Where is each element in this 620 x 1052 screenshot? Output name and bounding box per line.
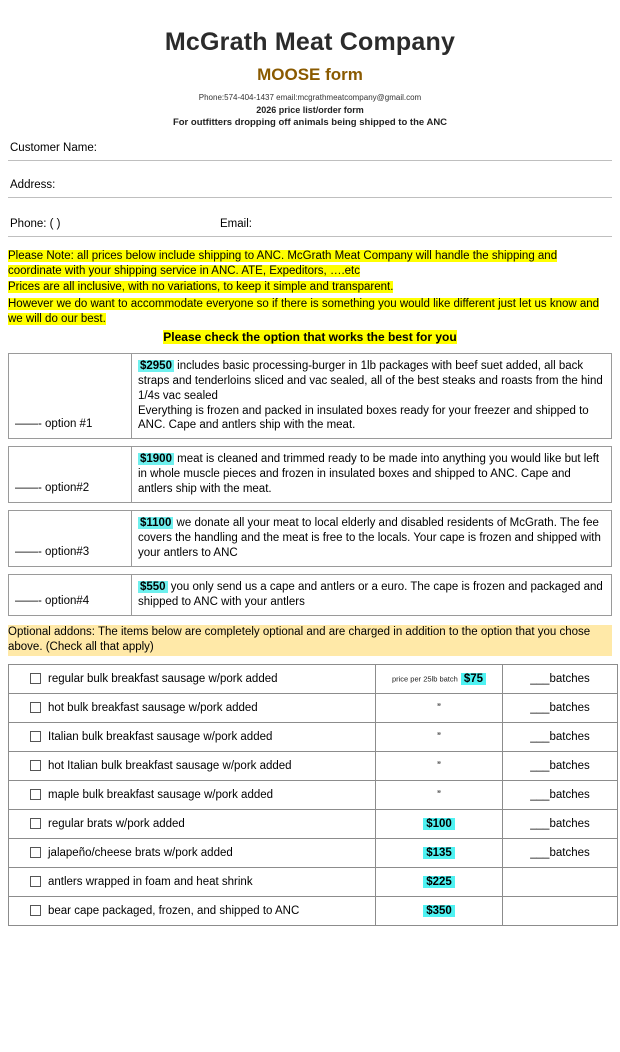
- address-field[interactable]: [8, 171, 612, 198]
- option-4-price: $550: [140, 581, 166, 593]
- company-title: McGrath Meat Company: [164, 28, 456, 56]
- checkbox-icon[interactable]: [30, 760, 41, 771]
- addons-table: [8, 664, 618, 926]
- addon-item-label: hot bulk breakfast sausage w/pork added: [48, 701, 258, 714]
- addon-item-cell[interactable]: [9, 780, 376, 809]
- table-row[interactable]: [9, 693, 618, 722]
- addon-price-cell: ”: [376, 693, 503, 722]
- note-line-1: Please Note: all prices below include shipping to ANC. McGrath Meat Company will handle the shipping and coordinate with your shipping service in ANC. ATE, Expeditors, ….etc: [8, 250, 558, 278]
- addon-item-cell[interactable]: [9, 722, 376, 751]
- option-2-checkbox-label[interactable]: ——- option#2: [9, 447, 132, 503]
- option-1-text: includes basic processing-burger in 1lb packages with beef suet added, all back straps and tenderloins sliced and vac sealed, all of the best steaks and roasts from the hind 1/4s vac sealed: [138, 359, 603, 402]
- addon-price-cell: ”: [376, 780, 503, 809]
- addon-price: $225: [423, 876, 455, 888]
- addon-item-label: hot Italian bulk breakfast sausage w/pork added: [48, 759, 292, 772]
- option-4-checkbox-label[interactable]: ——- option#4: [9, 575, 132, 616]
- checkbox-icon[interactable]: [30, 847, 41, 858]
- addon-batch-cell[interactable]: ___batches: [503, 722, 618, 751]
- checkbox-icon[interactable]: [30, 818, 41, 829]
- option-4-description: [132, 575, 612, 616]
- option-1-text-2: Everything is frozen and packed in insulated boxes ready for your freezer and shipped to ANC. Cape and antlers ship with the meat.: [138, 404, 589, 432]
- addon-item-cell[interactable]: [9, 838, 376, 867]
- addon-price-cell: [376, 867, 503, 896]
- option-3-table: [8, 510, 612, 567]
- table-row[interactable]: [9, 664, 618, 693]
- addon-item-cell[interactable]: [9, 693, 376, 722]
- table-row[interactable]: [9, 780, 618, 809]
- customer-name-field[interactable]: [8, 134, 612, 161]
- addon-price-cell: ”: [376, 722, 503, 751]
- phone-email-row[interactable]: [8, 210, 612, 237]
- addon-item-label: jalapeño/cheese brats w/pork added: [48, 846, 233, 859]
- addon-price: $350: [423, 905, 455, 917]
- addon-batch-cell[interactable]: [503, 867, 618, 896]
- addon-price-cell: ”: [376, 751, 503, 780]
- option-1-checkbox-label[interactable]: ——- option #1: [9, 353, 132, 439]
- option-4-text: you only send us a cape and antlers or a euro. The cape is frozen and packaged and shipped to ANC with your antlers: [138, 581, 603, 608]
- option-1-price: $2950: [140, 359, 172, 372]
- checkbox-icon[interactable]: [30, 789, 41, 800]
- notes-block: [8, 249, 612, 346]
- form-page: [0, 28, 620, 1052]
- price-list-line: 2026 price list/order form: [256, 105, 364, 115]
- table-row[interactable]: [9, 838, 618, 867]
- addon-item-label: Italian bulk breakfast sausage w/pork added: [48, 730, 273, 743]
- outfitters-line: For outfitters dropping off animals being shipped to the ANC: [172, 117, 448, 128]
- addon-batch-cell[interactable]: ___batches: [503, 780, 618, 809]
- addon-item-cell[interactable]: [9, 751, 376, 780]
- option-2-text: meat is cleaned and trimmed ready to be made into anything you would like but left in whole muscle pieces and frozen in insulated boxes and shipped to ANC. Cape and antlers ship with the meat.: [138, 453, 600, 496]
- addon-batch-cell[interactable]: ___batches: [503, 751, 618, 780]
- checkbox-icon[interactable]: [30, 731, 41, 742]
- addon-price-cell: [376, 664, 503, 693]
- addon-price: $135: [423, 847, 455, 859]
- addon-batch-cell[interactable]: ___batches: [503, 838, 618, 867]
- checkbox-icon[interactable]: [30, 876, 41, 887]
- addon-price-cell: [376, 838, 503, 867]
- addon-item-cell[interactable]: [9, 896, 376, 925]
- addon-item-label: bear cape packaged, frozen, and shipped to ANC: [48, 904, 300, 917]
- option-3-checkbox-label[interactable]: ——- option#3: [9, 511, 132, 567]
- contact-line: Phone:574-404-1437 email:mcgrathmeatcompany@gmail.com: [198, 93, 422, 102]
- customer-name-label: Customer Name:: [10, 142, 97, 154]
- note-line-2: Prices are all inclusive, with no variations, to keep it simple and transparent.: [8, 281, 394, 294]
- option-3-price: $1100: [140, 517, 172, 530]
- option-1-description: [132, 353, 612, 439]
- option-4-table: [8, 574, 612, 616]
- addon-item-label: regular brats w/pork added: [48, 817, 185, 830]
- table-row[interactable]: [9, 896, 618, 925]
- addon-batch-cell[interactable]: ___batches: [503, 809, 618, 838]
- addon-item-label: antlers wrapped in foam and heat shrink: [48, 875, 253, 888]
- price-per-batch-label: price per 25lb batch: [391, 674, 458, 684]
- checkbox-icon[interactable]: [30, 905, 41, 916]
- option-2-price: $1900: [140, 453, 172, 466]
- option-2-table: [8, 446, 612, 503]
- table-row[interactable]: [9, 722, 618, 751]
- addon-price-cell: [376, 809, 503, 838]
- table-row[interactable]: [9, 867, 618, 896]
- note-line-3: However we do want to accommodate everyone so if there is something you would like different just let us know and we will do our best.: [8, 297, 600, 325]
- email-label: Email:: [220, 218, 252, 230]
- table-row[interactable]: [9, 751, 618, 780]
- addon-batch-cell[interactable]: ___batches: [503, 693, 618, 722]
- addons-note-lead: Optional addons:: [8, 625, 95, 638]
- addon-price-cell: [376, 896, 503, 925]
- addon-item-cell[interactable]: [9, 867, 376, 896]
- addon-price: $100: [423, 818, 455, 830]
- checkbox-icon[interactable]: [30, 673, 41, 684]
- option-2-description: [132, 447, 612, 503]
- addons-note-rest: The items below are completely optional and are charged in addition to the option that you chose above. (Check all that apply): [8, 625, 591, 654]
- table-row[interactable]: [9, 809, 618, 838]
- addon-price: $75: [461, 673, 486, 685]
- addons-note: [8, 625, 612, 656]
- form-title: MOOSE form: [257, 65, 363, 84]
- addon-batch-cell[interactable]: ___batches: [503, 664, 618, 693]
- addon-item-cell[interactable]: [9, 664, 376, 693]
- check-option-instruction: Please check the option that works the best for you: [163, 329, 457, 344]
- addon-batch-cell[interactable]: [503, 896, 618, 925]
- addon-item-label: maple bulk breakfast sausage w/pork added: [48, 788, 274, 801]
- address-label: Address:: [10, 179, 56, 191]
- option-3-text: we donate all your meat to local elderly and disabled residents of McGrath. The fee covers the handling and the meat is free to the locals. Your cape is frozen and shipped with your antlers to ANC: [138, 517, 601, 560]
- checkbox-icon[interactable]: [30, 702, 41, 713]
- phone-label: Phone: ( ): [10, 218, 61, 230]
- option-1-table: [8, 353, 612, 440]
- addon-item-cell[interactable]: [9, 809, 376, 838]
- addon-item-label: regular bulk breakfast sausage w/pork added: [48, 672, 278, 685]
- option-3-description: [132, 511, 612, 567]
